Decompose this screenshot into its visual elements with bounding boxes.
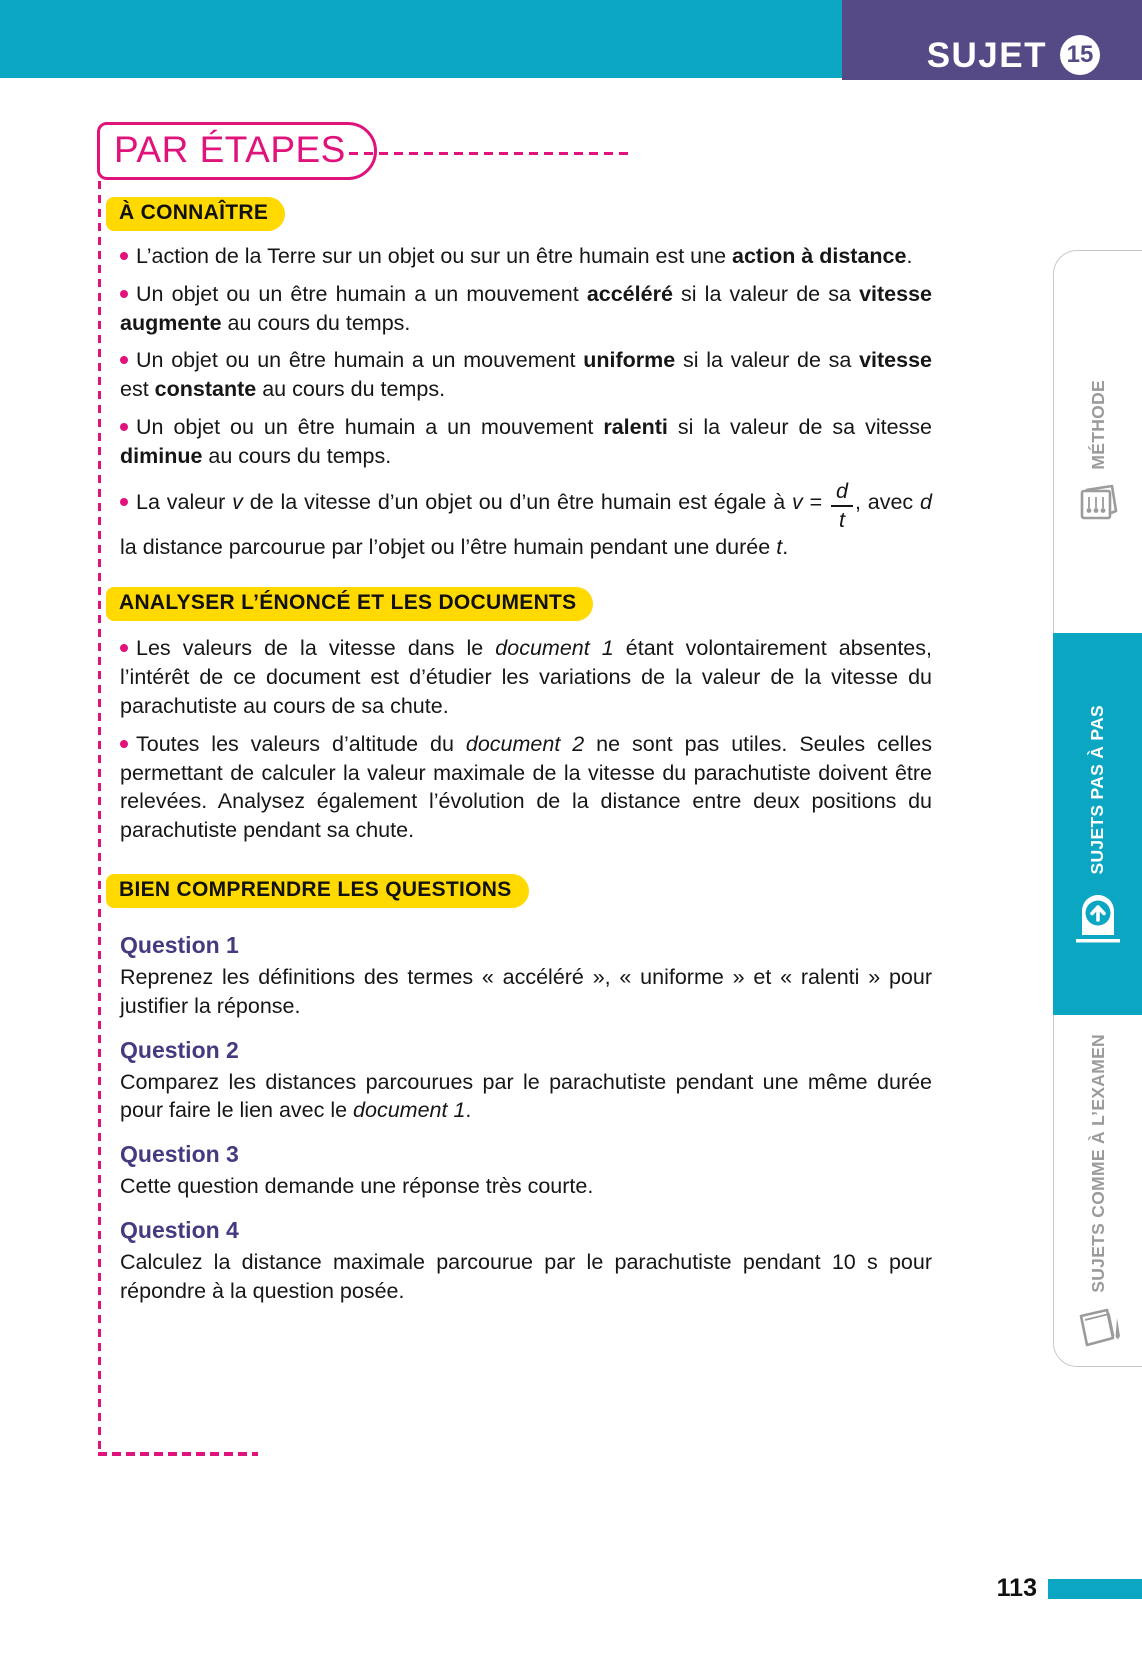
exam-paper-icon: [1073, 1305, 1123, 1356]
subject-number-badge: 15: [1060, 35, 1100, 75]
page-number: 113: [996, 1574, 1037, 1602]
bullet-item: [120, 480, 932, 562]
section-heading-questions: BIEN COMPRENDRE LES QUESTIONS: [106, 874, 529, 908]
tab-sujets-pas-a-pas: [1053, 633, 1142, 1015]
bullet-item: [120, 730, 932, 845]
bullet-text: La valeur v de la vitesse d’un objet ou d’un être humain est égale à v = $\frac{d}{t}$ , avec d la distance parcourue par l’objet ou l’être humain pendant une durée t.: [120, 478, 932, 559]
bullet-text: Les valeurs de la vitesse dans le document 1 étant volontairement absentes, l’intérêt de ce document est d’étudier les variations de la valeur de la vitesse du parachutiste au cours de sa chute.: [120, 636, 932, 718]
section-heading-analyser: ANALYSER L’ÉNONCÉ ET LES DOCUMENTS: [106, 587, 593, 621]
page-title: PAR ÉTAPES: [97, 122, 377, 180]
bottom-dashed-rule: [98, 1452, 258, 1456]
question-3-text: Cette question demande une réponse très courte.: [120, 1174, 594, 1199]
question-1-text: Reprenez les définitions des termes « accéléré », « uniforme » et « ralenti » pour justifier la réponse.: [120, 964, 932, 1018]
bullet-text: Toutes les valeurs d’altitude du document 2 ne sont pas utiles. Seules celles permettant de calculer la valeur maximale de la vitesse du parachutiste doivent être relevées. Analysez également l’évolution de la distance entre deux positions du parachutiste pendant sa chute.: [120, 731, 932, 843]
bullet-item: [120, 346, 932, 404]
footer-teal-bar: [1048, 1579, 1142, 1599]
bullet-dot: [120, 252, 128, 260]
step-arrow-icon: [1074, 888, 1122, 951]
section-heading-a-connaitre: À CONNAÎTRE: [106, 197, 285, 231]
bullet-dot: [120, 498, 128, 506]
bullet-item: [120, 634, 932, 720]
method-notebook-icon: [1076, 482, 1120, 529]
bullet-dot: [120, 290, 128, 298]
bullet-dot: [120, 423, 128, 431]
tab-methode-label: MÉTHODE: [1087, 380, 1108, 470]
tab-sujets-pas-a-pas-label: SUJETS PAS À PAS: [1087, 704, 1107, 874]
bullet-text: Un objet ou un être humain a un mouvement ralenti si la valeur de sa vitesse diminue au cours du temps.: [120, 414, 932, 468]
main-content: [120, 197, 932, 1306]
bullet-text: Un objet ou un être humain a un mouvement accéléré si la valeur de sa vitesse augmente au cours du temps.: [120, 281, 933, 335]
subject-title: SUJET: [926, 35, 1047, 75]
question-2-heading: Question 2: [120, 1036, 239, 1063]
question-4-text: Calculez la distance maximale parcourue par le parachutiste pendant 10 s pour répondre à la question posée.: [120, 1249, 932, 1303]
tab-methode: [1053, 250, 1142, 633]
left-dashed-rule: [98, 181, 101, 1454]
bullet-item: [120, 413, 932, 471]
bullet-dot: [120, 644, 128, 652]
bullet-text: Un objet ou un être humain a un mouvement uniforme si la valeur de sa vitesse est constante au cours du temps.: [120, 348, 932, 402]
header-purple-band: [842, 0, 1142, 80]
bullet-dot: [120, 740, 128, 748]
question-4-heading: Question 4: [120, 1216, 239, 1243]
question-1-heading: Question 1: [120, 931, 239, 958]
bullet-item: [120, 280, 932, 338]
tab-sujets-examen: [1053, 1015, 1142, 1367]
question-2-text: Comparez les distances parcourues par le parachutiste pendant une même durée pour faire le lien avec le document 1.: [120, 1069, 932, 1123]
fraction: $\frac{d}{t}$: [831, 480, 853, 533]
bullet-text: L’action de la Terre sur un objet ou sur un être humain est une action à distance.: [136, 244, 913, 268]
title-dashed-line: [349, 152, 630, 155]
header-teal-band: [0, 0, 842, 78]
bullet-item: [120, 242, 932, 271]
question-3-heading: Question 3: [120, 1141, 239, 1168]
bullet-dot: [120, 356, 128, 364]
tab-sujets-examen-label: SUJETS COMME À L’EXAMEN: [1087, 1034, 1108, 1293]
header-subject-block: [927, 35, 1100, 75]
